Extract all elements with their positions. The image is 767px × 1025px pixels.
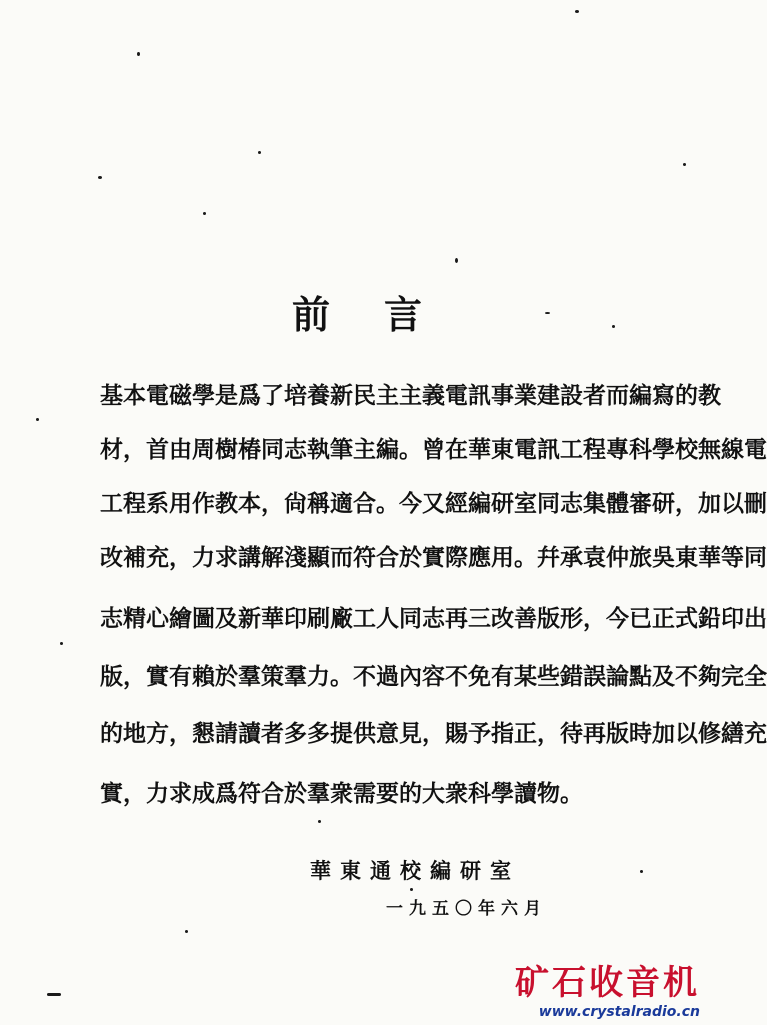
scan-speck: [640, 870, 643, 873]
watermark-url: www.crystalradio.cn: [538, 1004, 700, 1020]
scan-speck: [60, 642, 63, 645]
scan-speck: [203, 212, 206, 215]
page-title: [0, 290, 710, 340]
body-line: 改補充，力求講解淺顯而符合於實際應用。幷承袁仲旅吳東華等同: [100, 544, 767, 571]
scan-speck: [683, 163, 686, 166]
watermark-text: 矿石收音机: [515, 963, 700, 1003]
scan-speck: [36, 418, 39, 421]
watermark: [510, 963, 700, 1021]
scan-speck: [98, 176, 102, 179]
scan-speck: [137, 52, 140, 56]
scan-speck: [185, 930, 188, 933]
body-line: 志精心繪圖及新華印刷廠工人同志再三改善版形，今已正式鉛印出: [100, 605, 767, 632]
body-line: 實，力求成爲符合於羣衆需要的大衆科學讀物。: [100, 780, 583, 807]
body-line: 基本電磁學是爲了培養新民主主義電訊事業建設者而編寫的教: [100, 382, 721, 409]
scan-speck: [410, 888, 413, 891]
signature: 華東通校編研室: [310, 858, 520, 883]
date: 一九五〇年六月: [386, 899, 547, 919]
scan-speck: [47, 993, 61, 996]
title-char: 言: [384, 292, 423, 337]
body-line: 工程系用作教本，尙稱適合。今又經編研室同志集體審研，加以刪: [100, 490, 767, 517]
body-line: 材，首由周樹椿同志執筆主編。曾在華東電訊工程專科學校無線電: [100, 436, 767, 463]
body-line: 版，實有賴於羣策羣力。不過內容不免有某些錯誤論點及不夠完全: [100, 663, 767, 690]
title-char: 前: [292, 292, 331, 337]
scan-speck: [258, 151, 261, 154]
scan-speck: [318, 820, 321, 823]
scan-speck: [575, 10, 579, 13]
body-line: 的地方，懇請讀者多多提供意見，賜予指正，待再版時加以修繕充: [100, 720, 767, 747]
scan-speck: [455, 258, 458, 263]
